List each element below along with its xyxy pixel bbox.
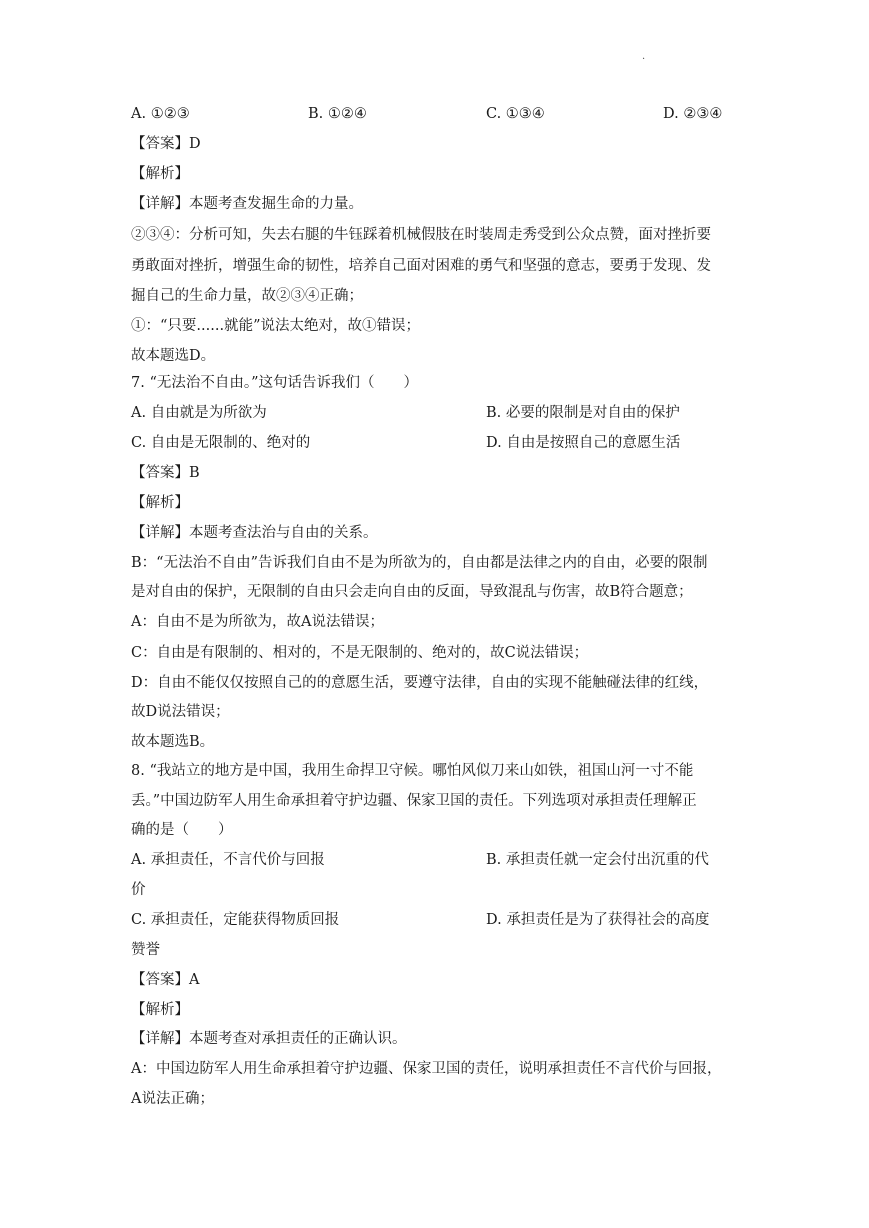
- q7-option-c: C. 自由是无限制的、绝对的: [131, 435, 311, 451]
- q8-option-b: B. 承担责任就一定会付出沉重的代: [486, 852, 709, 868]
- q6-option-c: C. ①③④: [486, 106, 545, 122]
- q8-explanation-line: A说法正确；: [131, 1091, 214, 1107]
- q7-analysis-heading: 【解析】: [131, 495, 189, 511]
- q8-option-d-wrap: 赞誉: [131, 942, 160, 958]
- q6-option-a: A. ①②③: [131, 106, 190, 122]
- q8-stem-line: 8. “我站立的地方是中国，我用生命捍卫守候。哪怕风似刀来山如铁，祖国山河一寸不能: [131, 763, 694, 779]
- header-mark: ·: [642, 54, 646, 65]
- q7-stem: 7. “无法治不自由。”这句话告诉我们（ ）: [131, 375, 419, 391]
- q6-conclusion: 故本题选D。: [131, 348, 216, 364]
- q8-option-b-wrap: 价: [131, 882, 146, 898]
- q8-stem-line: 丢。”中国边防军人用生命承担着守护边疆、保家卫国的责任。下列选项对承担责任理解正: [131, 793, 697, 809]
- q6-explanation-line: ①：“只要......就能”说法太绝对，故①错误；: [131, 318, 420, 334]
- q6-answer: 【答案】D: [131, 136, 201, 152]
- q8-option-a: A. 承担责任，不言代价与回报: [131, 852, 325, 868]
- q8-analysis-heading: 【解析】: [131, 1002, 189, 1018]
- q7-explanation-line: C：自由是有限制的、相对的，不是无限制的、绝对的，故C说法错误；: [131, 645, 589, 661]
- q8-detail: 【详解】本题考查对承担责任的正确认识。: [131, 1031, 407, 1047]
- q8-explanation-line: A：中国边防军人用生命承担着守护边疆、保家卫国的责任，说明承担责任不言代价与回报，: [131, 1061, 722, 1077]
- q7-conclusion: 故本题选B。: [131, 734, 215, 750]
- q7-detail: 【详解】本题考查法治与自由的关系。: [131, 525, 378, 541]
- q7-option-b: B. 必要的限制是对自由的保护: [486, 405, 680, 421]
- q7-explanation-line: 是对自由的保护，无限制的自由只会走向自由的反面，导致混乱与伤害，故B符合题意；: [131, 584, 693, 600]
- q8-option-c: C. 承担责任，定能获得物质回报: [131, 912, 340, 928]
- q6-option-b: B. ①②④: [308, 106, 367, 122]
- q6-detail: 【详解】本题考查发掘生命的力量。: [131, 196, 363, 212]
- q7-explanation-line: A：自由不是为所欲为，故A说法错误；: [131, 614, 384, 630]
- q7-option-d: D. 自由是按照自己的意愿生活: [486, 435, 681, 451]
- q8-stem-line: 确的是（ ）: [131, 822, 233, 838]
- q6-explanation-line: ②③④：分析可知，失去右腿的牛钰踩着机械假肢在时装周走秀受到公众点赞，面对挫折要: [131, 227, 711, 243]
- q7-answer: 【答案】B: [131, 465, 200, 481]
- q8-answer: 【答案】A: [131, 972, 200, 988]
- q7-explanation-line: B：“无法治不自由”告诉我们自由不是为所欲为的，自由都是法律之内的自由，必要的限制: [131, 555, 708, 571]
- q6-explanation-line: 勇敢面对挫折，增强生命的韧性，培养自己面对困难的勇气和坚强的意志，要勇于发现、发: [131, 258, 711, 274]
- q6-option-d: D. ②③④: [663, 106, 723, 122]
- q7-option-a: A. 自由就是为所欲为: [131, 405, 267, 421]
- q7-explanation-line: D：自由不能仅仅按照自己的的意愿生活，要遵守法律，自由的实现不能触碰法律的红线，: [131, 675, 709, 691]
- q8-option-d: D. 承担责任是为了获得社会的高度: [486, 912, 710, 928]
- q7-explanation-line: 故D说法错误；: [131, 704, 230, 720]
- q6-analysis-heading: 【解析】: [131, 166, 189, 182]
- q6-explanation-line: 掘自己的生命力量，故②③④正确；: [131, 288, 363, 304]
